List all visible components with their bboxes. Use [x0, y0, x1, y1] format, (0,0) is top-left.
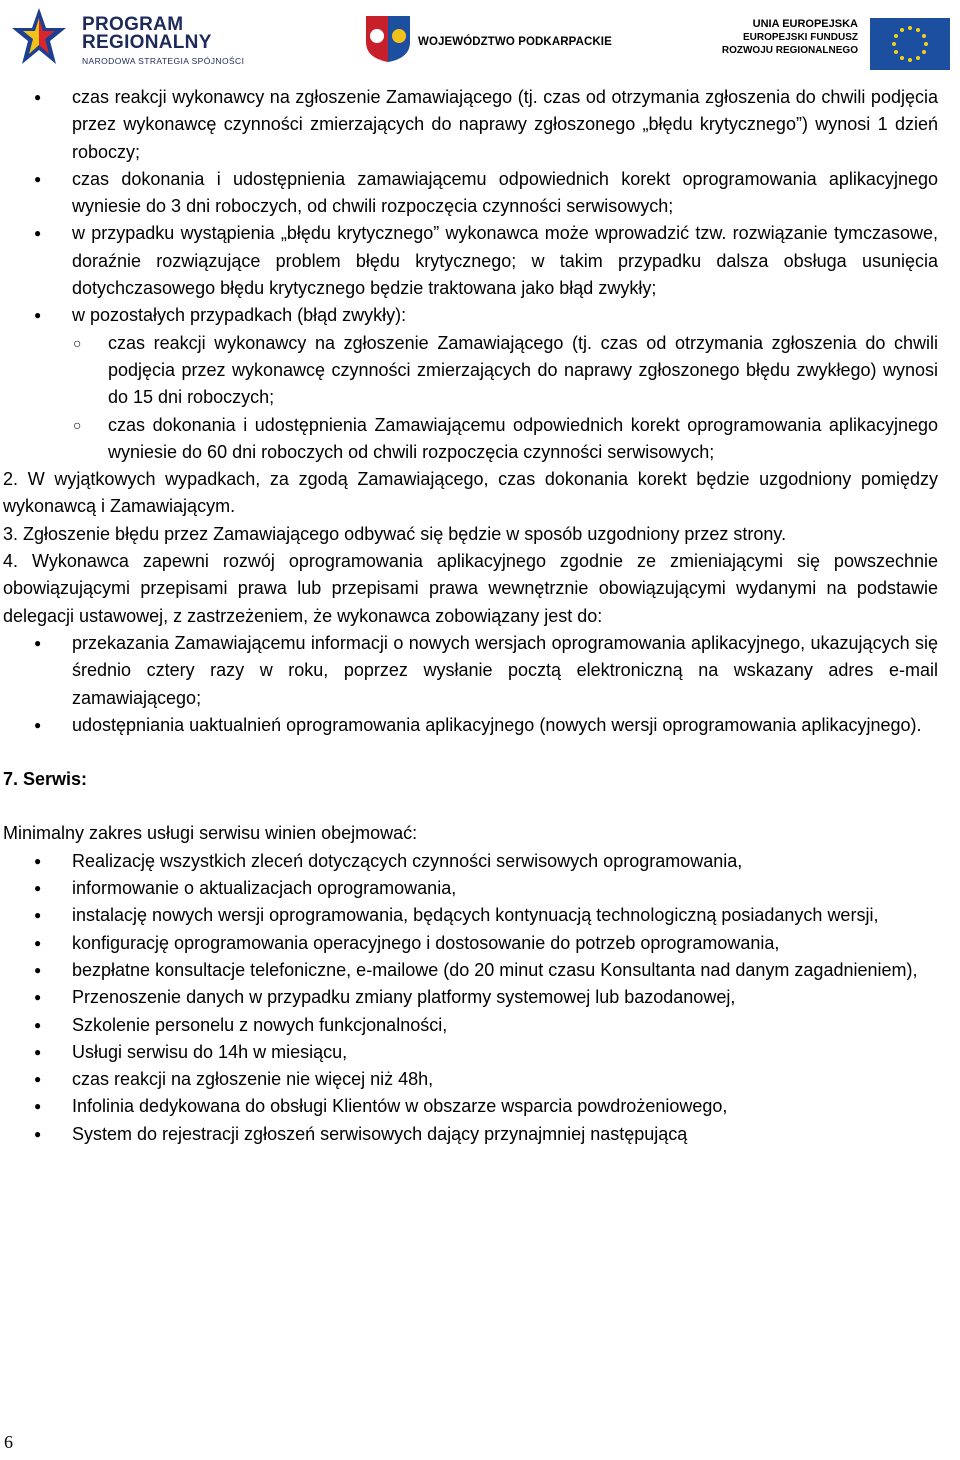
- paragraph-2: 2. W wyjątkowych wypadkach, za zgodą Zamawiającego, czas dokonania korekt będzie uzgodniony pomiędzy wykonawcą i Zamawiającym.: [3, 469, 938, 517]
- service-intro: Minimalny zakres usługi serwisu winien obejmować:: [3, 823, 418, 844]
- wojewodztwo-logo: [362, 12, 622, 64]
- bullet-item: ● czas dokonania i udostępnienia zamawiającemu odpowiednich korekt oprogramowania aplikacyjnego wyniesie do 3 dni roboczych, od chwili rozpoczęcia czynności serwisowych;: [0, 166, 960, 221]
- service-item: ● Infolinia dedykowana do obsługi Klientów w obszarze wsparcia powdrożeniowego,: [0, 1093, 960, 1120]
- paragraph-3: 3. Zgłoszenie błędu przez Zamawiającego odbywać się będzie w sposób uzgodniony przez strony.: [3, 523, 787, 544]
- crest-icon: [362, 12, 414, 64]
- bullet-item: ● w pozostałych przypadkach (błąd zwykły):: [0, 302, 960, 329]
- eu-line1: UNIA EUROPEJSKA: [752, 18, 858, 30]
- service-item: ● konfigurację oprogramowania operacyjnego i dostosowanie do potrzeb oprogramowania,: [0, 930, 960, 957]
- service-item: ● Przenoszenie danych w przypadku zmiany platformy systemowej lub bazodanowej,: [0, 984, 960, 1011]
- wojewodztwo-label: WOJEWÓDZTWO PODKARPACKIE: [418, 36, 612, 48]
- service-item: ● Realizację wszystkich zleceń dotyczących czynności serwisowych oprogramowania,: [0, 848, 960, 875]
- service-item: ● Szkolenie personelu z nowych funkcjonalności,: [0, 1012, 960, 1039]
- bullet-item: ● czas reakcji wykonawcy na zgłoszenie Zamawiającego (tj. czas od otrzymania zgłoszenia do chwili podjęcia przez wykonawcę czynności zmierzających do naprawy zgłoszonego „błędu krytycznego”) wynosi 1 dzień roboczy;: [0, 84, 960, 166]
- eu-text-block: [722, 18, 858, 57]
- bullet-item: ● przekazania Zamawiającemu informacji o nowych wersjach oprogramowania aplikacyjnego, ukazujących się średnio cztery razy w roku, poprzez wysłanie pocztą elektroniczną na wskazany adres e-mail zamawiającego;: [0, 630, 960, 712]
- page-number: 6: [4, 1432, 13, 1452]
- service-item: ● czas reakcji na zgłoszenie nie więcej niż 48h,: [0, 1066, 960, 1093]
- eu-line2: EUROPEJSKI FUNDUSZ: [742, 32, 858, 43]
- bullet-item: ● w przypadku wystąpienia „błędu krytycznego” wykonawca może wprowadzić tzw. rozwiązanie tymczasowe, doraźnie rozwiązujące problem błędu krytycznego; w takim przypadku dalsza obsługa usunięcia dotychczasowego błędu krytycznego będzie traktowana jako błąd zwykły;: [0, 220, 960, 302]
- program-regionalny-logo: [10, 4, 245, 70]
- program-subtitle: NARODOWA STRATEGIA SPÓJNOŚCI: [82, 56, 245, 66]
- document-body: [0, 84, 960, 1148]
- program-line2: REGIONALNY: [82, 32, 212, 53]
- program-line1: PROGRAM: [82, 14, 184, 35]
- service-item: ● informowanie o aktualizacjach oprogramowania,: [0, 875, 960, 902]
- paragraph-4: 4. Wykonawca zapewni rozwój oprogramowania aplikacyjnego zgodnie ze zmieniającymi się powszechnie obowiązującymi przepisami prawa lub przepisami prawa wewnętrznie obowiązującymi wydanymi na podstawie delegacji ustawowej, z zastrzeżeniem, że wykonawca zobowiązany jest do:: [3, 551, 938, 626]
- eu-flag-icon: [870, 18, 950, 70]
- star-logo-icon: [10, 6, 68, 68]
- service-item: ● Usługi serwisu do 14h w miesiącu,: [0, 1039, 960, 1066]
- eu-line3: ROZWOJU REGIONALNEGO: [721, 45, 858, 56]
- bullet-item: ● udostępniania uaktualnień oprogramowania aplikacyjnego (nowych wersji oprogramowania aplikacyjnego).: [0, 712, 960, 739]
- service-item: ● System do rejestracji zgłoszeń serwisowych dający przynajmniej następującą: [0, 1121, 960, 1148]
- eu-logo: [721, 18, 950, 68]
- service-item: ● bezpłatne konsultacje telefoniczne, e-mailowe (do 20 minut czasu Konsultanta nad danym zagadnieniem),: [0, 957, 960, 984]
- section-heading: 7. Serwis:: [3, 769, 88, 790]
- sub-bullet-item: ○ czas reakcji wykonawcy na zgłoszenie Zamawiającego (tj. czas od otrzymania zgłoszenia do chwili podjęcia przez wykonawcę czynności zmierzających do naprawy zgłoszonego błędu zwykłego) wynosi do 15 dni roboczych;: [0, 330, 960, 412]
- page-header: [0, 0, 960, 78]
- sub-bullet-item: ○ czas dokonania i udostępnienia Zamawiającemu odpowiednich korekt oprogramowania aplikacyjnego wyniesie do 60 dni roboczych od chwili rozpoczęcia czynności serwisowych;: [0, 412, 960, 467]
- service-item: ● instalację nowych wersji oprogramowania, będących kontynuacją technologiczną posiadanych wersji,: [0, 902, 960, 929]
